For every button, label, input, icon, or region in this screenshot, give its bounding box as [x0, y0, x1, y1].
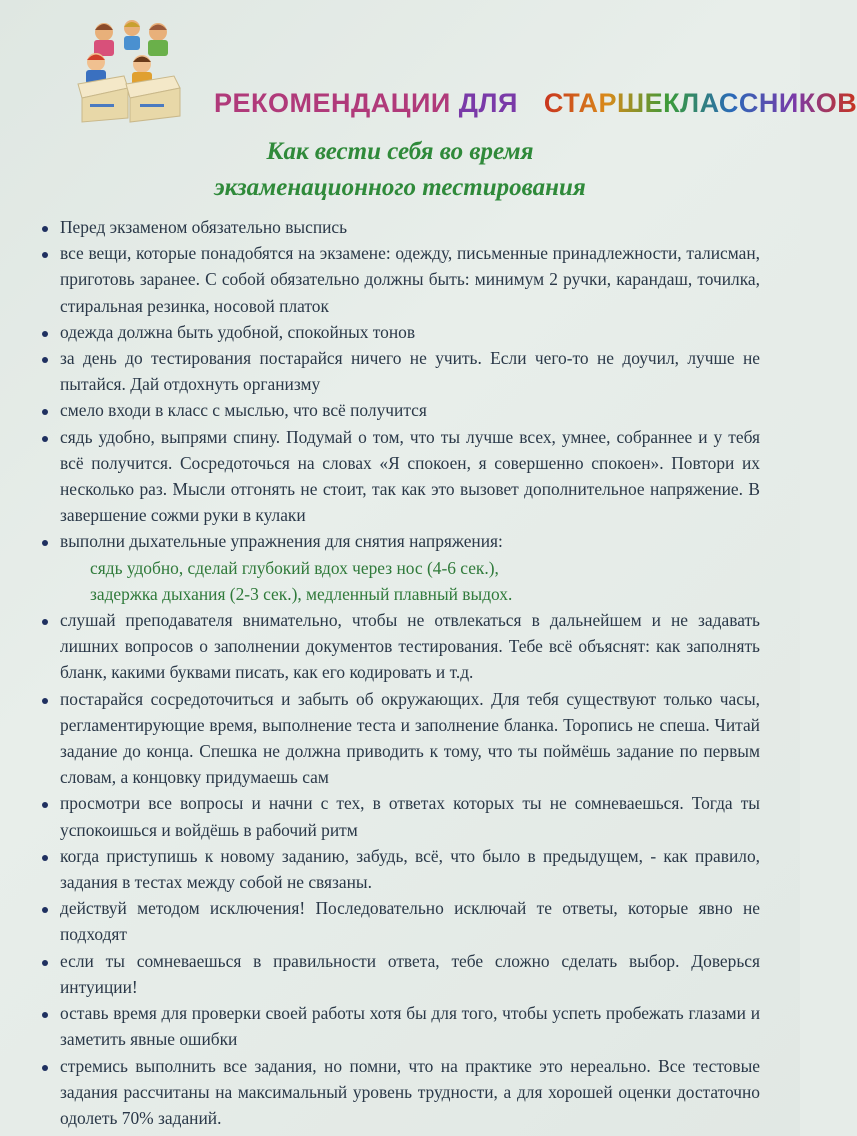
list-item: действуй методом исключения! Последовательно исключай те ответы, которые явно не подходят: [40, 895, 760, 947]
list-item: если ты сомневаешься в правильности ответа, тебе сложно сделать выбор. Доверься интуиции!: [40, 948, 760, 1000]
list-item: постарайся сосредоточиться и забыть об окружающих. Для тебя существуют только часы, регламентирующие время, выполнение теста и заполнение бланка. Торопись не спеша. Читай задание до конца. Спешка не должна приводить к тому, что ты поймёшь задание по первым словам, а концовку придумаешь сам: [40, 686, 760, 791]
subtitle-line-2: экзаменационного тестирования: [214, 174, 586, 201]
list-item: смело входи в класс с мыслью, что всё получится: [40, 397, 760, 423]
list-item: сядь удобно, выпрями спину. Подумай о том, что ты лучше всех, умнее, собраннее и у тебя всё получится. Сосредоточься на словах «Я спокоен, я совершенно спокоен». Повтори их несколько раз. Мысли отгонять не стоит, так как это вызовет дополнительное напряжение. В завершение сожми руки в кулаки: [40, 424, 760, 529]
main-title: [214, 88, 857, 119]
list-item-breathing: [40, 528, 760, 607]
title-word-recommendations: РЕКОМЕНДАЦИИ: [214, 88, 451, 118]
title-word-for: ДЛЯ: [458, 88, 518, 118]
breathing-intro: выполни дыхательные упражнения для снятия напряжения:: [60, 531, 503, 552]
subtitle-line-1: Как вести себя во время: [266, 138, 534, 165]
list-item: оставь время для проверки своей работы хотя бы для того, чтобы успеть пробежать глазами и заметить явные ошибки: [40, 1000, 760, 1052]
breathing-step-1: сядь удобно, сделай глубокий вдох через нос (4-6 сек.),: [90, 557, 499, 578]
recommendations-list: [40, 214, 760, 1131]
list-item: просмотри все вопросы и начни с тех, в ответах которых ты не сомневаешься. Тогда ты успокоишься и войдёшь в рабочий ритм: [40, 790, 760, 842]
list-item: слушай преподавателя внимательно, чтобы не отвлекаться в дальнейшем и не задавать лишних вопросов о заполнении документов тестирования. Тебе всё объяснят: как заполнять бланк, какими буквами писать, как его кодировать и т.д.: [40, 607, 760, 686]
breathing-step-2: задержка дыхания (2-3 сек.), медленный плавный выдох.: [90, 583, 513, 604]
list-item: все вещи, которые понадобятся на экзамене: одежду, письменные принадлежности, талисман, приготовь заранее. С собой обязательно должны быть: минимум 2 ручки, карандаш, точилка, стиральная резинка, носовой платок: [40, 240, 760, 319]
list-item: одежда должна быть удобной, спокойных тонов: [40, 319, 760, 345]
recommendations-body: [40, 214, 760, 1131]
title-word-seniors: СТАРШЕКЛАССНИКОВ: [543, 88, 857, 118]
list-item: за день до тестирования постарайся ничего не учить. Если чего-то не доучил, лучше не пытайся. Дай отдохнуть организму: [40, 345, 760, 397]
list-item: стремись выполнить все задания, но помни, что на практике это нереально. Все тестовые задания рассчитаны на максимальный уровень трудности, а для хорошей оценки достаточно одолеть 70% заданий.: [40, 1053, 760, 1132]
students-at-desks-icon: [74, 18, 186, 122]
list-item: когда приступишь к новому заданию, забудь, всё, что было в предыдущем, - как правило, задания в тестах между собой не связаны.: [40, 843, 760, 895]
list-item: Перед экзаменом обязательно выспись: [40, 214, 760, 240]
